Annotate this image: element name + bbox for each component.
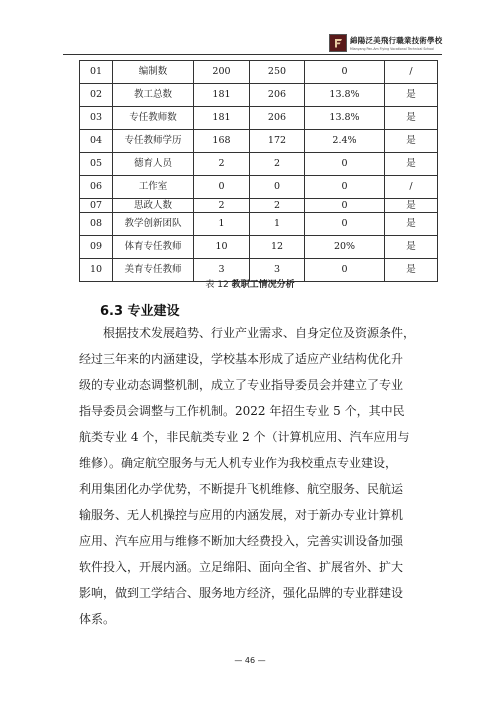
- cell-growth-rate: 0: [305, 153, 385, 176]
- cell-row-index: 09: [80, 236, 113, 259]
- page-number: — 46 —: [234, 656, 266, 665]
- body-line: 输服务、无人机操控与应用的内涵发展，对于新办专业计算机: [79, 508, 404, 522]
- body-line: 指导委员会调整与工作机制。2022 年招生专业 5 个，其中民: [79, 404, 405, 418]
- cell-value-2021: 181: [194, 84, 250, 107]
- table-row: [80, 213, 438, 236]
- cell-item-name: 思政人数: [113, 199, 194, 213]
- body-line: 影响，做到工学结合、服务地方经济，强化品牌的专业群建设: [79, 586, 404, 600]
- cell-value-2021: 0: [194, 176, 250, 199]
- cell-meets-standard: /: [385, 61, 438, 84]
- cell-value-2022: 0: [250, 176, 305, 199]
- cell-value-2021: 1: [194, 213, 250, 236]
- header-rule: [63, 54, 442, 55]
- cell-meets-standard: 是: [385, 130, 438, 153]
- cell-meets-standard: 是: [385, 84, 438, 107]
- cell-growth-rate: 20%: [305, 236, 385, 259]
- cell-value-2021: 181: [194, 107, 250, 130]
- cell-item-name: 专任教师学历: [113, 130, 194, 153]
- cell-meets-standard: 是: [385, 107, 438, 130]
- body-line: 软件投入，开展内涵。立足绵阳、面向全省、扩展省外、扩大: [79, 560, 404, 574]
- cell-growth-rate: 0: [305, 199, 385, 213]
- cell-value-2021: 168: [194, 130, 250, 153]
- cell-growth-rate: 0: [305, 259, 385, 282]
- cell-meets-standard: 是: [385, 153, 438, 176]
- table-row: [80, 153, 438, 176]
- cell-meets-standard: 是: [385, 199, 438, 213]
- cell-value-2022: 172: [250, 130, 305, 153]
- cell-value-2022: 206: [250, 107, 305, 130]
- cell-value-2022: 206: [250, 84, 305, 107]
- caption-title: 教职工情况分析: [231, 280, 295, 290]
- cell-row-index: 01: [80, 61, 113, 84]
- school-emblem-icon: [329, 34, 347, 52]
- cell-growth-rate: 13.8%: [305, 107, 385, 130]
- cell-meets-standard: /: [385, 176, 438, 199]
- school-name-en: Mianyang Pan-Am Flying Vocational Technical School: [350, 47, 434, 51]
- cell-item-name: 教学创新团队: [113, 213, 194, 236]
- section-heading: 6.3 专业建设: [100, 304, 180, 319]
- emblem-f-icon: [332, 37, 344, 49]
- cell-growth-rate: 0: [305, 213, 385, 236]
- cell-row-index: 04: [80, 130, 113, 153]
- cell-growth-rate: 0: [305, 61, 385, 84]
- body-line: 经过三年来的内涵建设，学校基本形成了适应产业结构优化升: [79, 352, 404, 366]
- cell-item-name: 德育人员: [113, 153, 194, 176]
- cell-item-name: 教工总数: [113, 84, 194, 107]
- table-row: [80, 236, 438, 259]
- cell-growth-rate: 13.8%: [305, 84, 385, 107]
- body-paragraph: [79, 320, 441, 632]
- caption-prefix: 表 12: [205, 280, 229, 290]
- cell-row-index: 08: [80, 213, 113, 236]
- cell-item-name: 体育专任教师: [113, 236, 194, 259]
- table-row: [80, 61, 438, 84]
- staff-table-body: [80, 61, 438, 282]
- body-line: 级的专业动态调整机制，成立了专业指导委员会并建立了专业: [79, 378, 404, 392]
- cell-meets-standard: 是: [385, 259, 438, 282]
- body-line: 维修）。确定航空服务与无人机专业作为我校重点专业建设，: [79, 456, 398, 470]
- cell-row-index: 03: [80, 107, 113, 130]
- cell-value-2021: 2: [194, 199, 250, 213]
- cell-item-name: 专任教师数: [113, 107, 194, 130]
- table-row: [80, 176, 438, 199]
- body-line: 根据技术发展趋势、行业产业需求、自身定位及资源条件，: [103, 326, 416, 340]
- cell-item-name: 工作室: [113, 176, 194, 199]
- cell-row-index: 02: [80, 84, 113, 107]
- cell-meets-standard: 是: [385, 236, 438, 259]
- table-row: [80, 107, 438, 130]
- cell-value-2021: 3: [194, 259, 250, 282]
- cell-meets-standard: 是: [385, 213, 438, 236]
- body-line: 应用、汽车应用与维修不断加大经费投入，完善实训设备加强: [79, 534, 404, 548]
- school-logo: [329, 34, 442, 52]
- cell-value-2022: 12: [250, 236, 305, 259]
- section-body: [79, 320, 441, 632]
- cell-growth-rate: 0: [305, 176, 385, 199]
- cell-row-index: 10: [80, 259, 113, 282]
- cell-row-index: 05: [80, 153, 113, 176]
- cell-value-2022: 2: [250, 153, 305, 176]
- body-line: 体系。: [79, 612, 116, 626]
- cell-growth-rate: 2.4%: [305, 130, 385, 153]
- cell-item-name: 美育专任教师: [113, 259, 194, 282]
- table-row: [80, 130, 438, 153]
- cell-row-index: 06: [80, 176, 113, 199]
- staff-table: [79, 60, 438, 282]
- cell-value-2022: 250: [250, 61, 305, 84]
- cell-row-index: 07: [80, 199, 113, 213]
- body-line: 利用集团化办学优势，不断提升飞机维修、航空服务、民航运: [79, 482, 404, 496]
- cell-value-2022: 1: [250, 213, 305, 236]
- body-line: 航类专业 4 个，非民航类专业 2 个（计算机应用、汽车应用与: [79, 430, 410, 444]
- cell-value-2022: 2: [250, 199, 305, 213]
- cell-value-2021: 10: [194, 236, 250, 259]
- cell-value-2022: 3: [250, 259, 305, 282]
- cell-value-2021: 2: [194, 153, 250, 176]
- table-caption: [0, 277, 500, 290]
- cell-item-name: 编制数: [113, 61, 194, 84]
- school-name-cn: 綿陽泛美飛行職業技術學校: [350, 36, 443, 45]
- cell-value-2021: 200: [194, 61, 250, 84]
- table-row: [80, 84, 438, 107]
- table-row: [80, 199, 438, 213]
